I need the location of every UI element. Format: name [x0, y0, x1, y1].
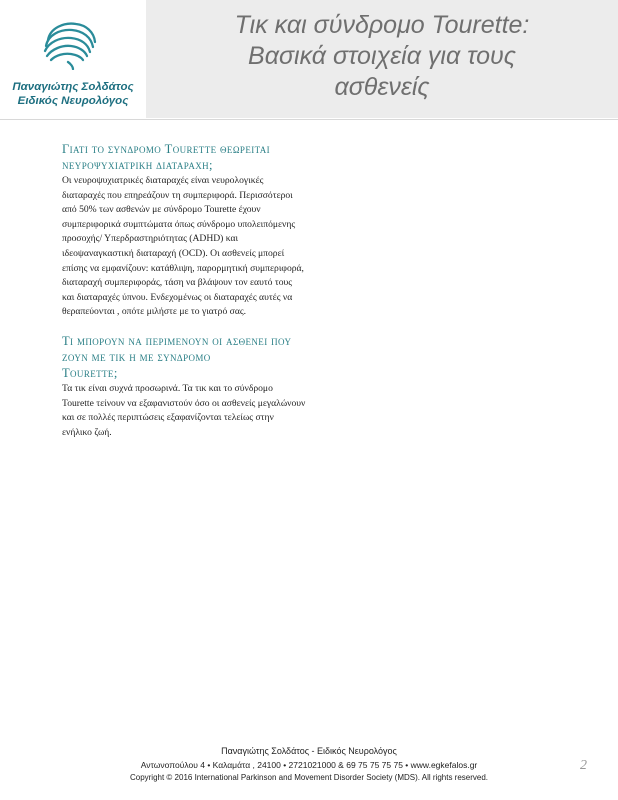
footer-name: Παναγιώτης Σολδάτος - Ειδικός Νευρολόγος: [221, 746, 397, 756]
heading-line: Γιατι το συνδρομο Tourette θεωρειται: [62, 142, 271, 156]
header-divider: [0, 119, 618, 120]
heading-line: Tourette;: [62, 365, 118, 380]
logo-area: [0, 0, 146, 118]
logo-name: [0, 80, 146, 108]
page-title: [146, 10, 618, 103]
main-content: [62, 141, 306, 453]
logo-name-line1: Παναγιώτης Σολδάτος: [12, 81, 134, 93]
heading-line: ζουν με τικ η με συνδρομο: [62, 349, 211, 364]
logo-name-line2: Ειδικός Νευρολόγος: [17, 95, 129, 107]
title-box: [146, 0, 618, 118]
section-body-neuropsychiatric: Οι νευροψυχιατρικές διαταραχές είναι νευρολογικές διαταραχές που επηρεάζουν τη συμπεριφορά. Περισσότεροι από 50% των ασθενών με σύνδρομο Tourette έχουν συμπεριφορικά συμπτώματα όπως σύνδρομο υπολειπόμενης προσοχής/ Υπερδραστηριότητας (ADHD) και ιδεοψαναγκαστική διαταραχή (OCD). Οι ασθενείς μπορεί επίσης να εμφανίζουν: κατάθλιψη, παρορμητική συμπεριφορά, διαταραχή συμπεριφοράς, τάση να βλάψουν τον εαυτό τους και διαταραχές ύπνου. Ενδεχομένως οι διαταραχές αυτές να θεραπεύονται , οπότε μιλήστε με το γιατρό σας.: [62, 175, 304, 318]
heading-line: Τι μπορουν να περιμενουν οι ασθενει που: [62, 333, 292, 348]
section-heading-expectations: [62, 333, 306, 381]
title-line2: Βασικά στοιχεία για τους: [248, 42, 516, 70]
heading-line: νευροψυχιατρικη διαταραχη;: [62, 158, 213, 172]
footer-contact: Αντωνοπούλου 4 • Καλαμάτα , 24100 • 2721021000 & 69 75 75 75 75 • www.egkefalos.gr: [140, 760, 478, 770]
footer-copyright: Copyright © 2016 International Parkinson and Movement Disorder Society (MDS). All rights reserved.: [129, 773, 489, 782]
brain-logo-icon: [40, 18, 100, 70]
page-header: [0, 0, 618, 118]
section-body-expectations: Τα τικ είναι συχνά προσωρινά. Τα τικ και το σύνδρομο Tourette τείνουν να εξαφανιστούν όσο οι ασθενείς μεγαλώνουν και σε πολλές περιπτώσεις εξαφανίζονται τελείως στην ενήλικο ζωή.: [62, 382, 306, 438]
title-line1: Τικ και σύνδρομο Tourette:: [234, 11, 530, 39]
page-number: 2: [580, 758, 587, 773]
title-line3: ασθενείς: [334, 73, 430, 101]
section-heading-neuropsychiatric: [62, 141, 306, 173]
